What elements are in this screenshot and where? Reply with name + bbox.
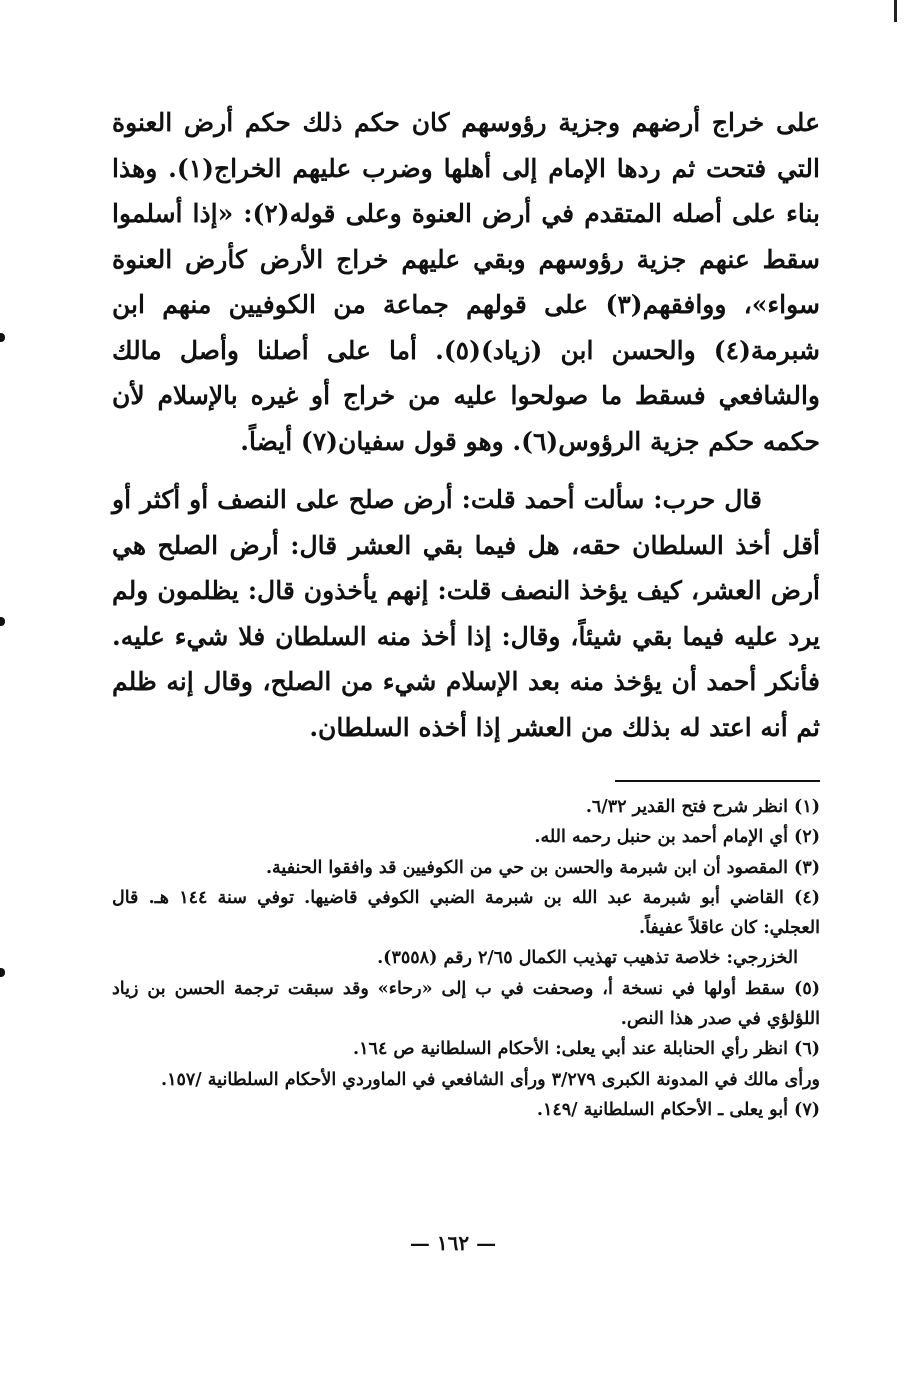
footnote-separator: [615, 780, 820, 782]
footnote-4-reference-source: خلاصة تذهيب تهذيب الكمال ٢/٦٥ رقم (٣٥٥٨).: [377, 948, 721, 969]
footnote-6-continuation-text: ورأى مالك في المدونة الكبرى ٣/٢٧٩ ورأى الشافعي في الماوردي: [342, 1069, 820, 1090]
footnote-6-source: الأحكام السلطانية ص ١٦٤.: [353, 1039, 550, 1060]
footnotes: [112, 792, 820, 1125]
footnote-4-reference-label: الخزرجي:: [726, 948, 798, 969]
footnote-7: [112, 1095, 820, 1125]
body-paragraph-2: قال حرب: سألت أحمد قلت: أرض صلح على النصف أو أكثر أو أقل أخذ السلطان حقه، هل فيما بقي العشر قال: أرض الصلح هي أرض العشر، كيف يؤخذ النصف قلت: إنهم يأخذون قال: يظلمون ولم يرد عليه فيما بقي شيئاً، وقال: إذا أخذ منه السلطان فلا شيء عليه. فأنكر أحمد أن يؤخذ منه بعد الإسلام شيء من الصلح، وقال إنه ظلم ثم أنه اعتد له بذلك من العشر إذا أخذه السلطان.: [112, 485, 820, 742]
body-paragraph-1: على خراج أرضهم وجزية رؤوسهم كان حكم ذلك حكم أرض العنوة التي فتحت ثم ردها الإمام إلى أهلها وضرب عليهم الخراج(١). وهذا بناء على أصله المتقدم في أرض العنوة وعلى قوله(٢): «إذا أسلموا سقط عنهم جزية رؤوسهم وبقي عليهم خراج الأرض كأرض العنوة سواء»، ووافقهم(٣) على قولهم جماعة من الكوفيين منهم ابن شبرمة(٤) والحسن ابن (زياد)(٥). أما على أصلنا وأصل مالك والشافعي فسقط ما صولحوا عليه من خراج أو غيره بالإسلام لأن حكمه حكم جزية الرؤوس(٦). وهو قول سفيان(٧) أيضاً.: [112, 108, 820, 456]
footnote-4: (٤) القاضي أبو شبرمة عبد الله بن شبرمة الضبي الكوفي قاضيها. توفي سنة ١٤٤ هـ. قال العجلي: كان عاقلاً عفيفاً.: [112, 887, 821, 939]
binding-mark: [0, 333, 5, 342]
footnote-6-label: (٦) انظر رأي الحنابلة عند أبي يعلى:: [555, 1039, 820, 1060]
binding-mark: [0, 617, 5, 626]
footnote-6-continuation-source: الأحكام السلطانية /١٥٧.: [161, 1069, 337, 1090]
scan-edge-mark: [894, 0, 897, 22]
footnote-4-reference: [112, 943, 820, 973]
footnote-7-source: الأحكام السلطانية /١٤٩.: [536, 1099, 713, 1120]
footnote-5: (٥) سقط أولها في نسخة أ، وصحفت في ب إلى «رحاء» وقد سبقت ترجمة الحسن بن زياد اللؤلؤي في صدر هذا النص.: [112, 978, 820, 1030]
page-number: — ١٦٢ —: [409, 1231, 497, 1255]
binding-mark: [0, 968, 5, 977]
footnote-6: [112, 1034, 820, 1064]
page-content: [112, 100, 820, 1125]
footnote-3: (٣) المقصود أن ابن شبرمة والحسن بن حي من الكوفيين قد وافقوا الحنفية.: [265, 857, 820, 878]
footnote-7-label: (٧) أبو يعلى ـ: [718, 1099, 820, 1120]
footnote-2: (٢) أي الإمام أحمد بن حنبل رحمه الله.: [534, 827, 820, 848]
footnote-6-continuation: [112, 1065, 820, 1095]
footnote-1: (١) انظر شرح فتح القدير ٦/٣٢.: [585, 797, 820, 817]
